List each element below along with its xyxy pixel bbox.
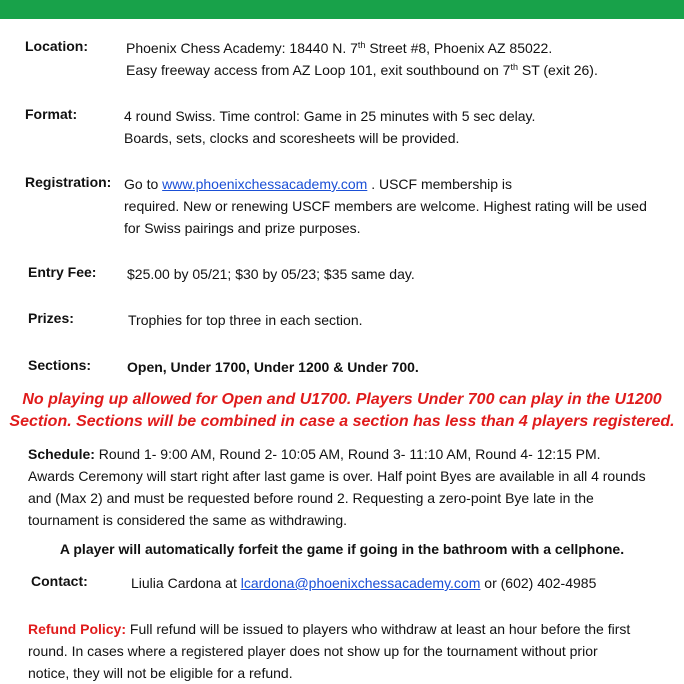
schedule-line-4: tournament is considered the same as withdrawing. xyxy=(28,512,348,528)
website-link[interactable]: www.phoenixchessacademy.com xyxy=(162,176,368,192)
cellphone-forfeit-notice: A player will automatically forfeit the game if going in the bathroom with a cellphone. xyxy=(59,541,625,557)
schedule-line-2: Awards Ceremony will start right after last game is over. Half point Byes are available in all 4 rounds xyxy=(28,468,646,484)
location-line-2: Easy freeway access from AZ Loop 101, exit southbound on 7th ST (exit 26). xyxy=(126,62,598,78)
entry-fee-text: $25.00 by 05/21; $30 by 05/23; $35 same day. xyxy=(127,266,415,282)
format-line-1: 4 round Swiss. Time control: Game in 25 minutes with 5 sec delay. xyxy=(124,108,536,124)
prizes-text: Trophies for top three in each section. xyxy=(128,312,363,328)
location-text xyxy=(126,37,598,81)
contact-email-link[interactable]: lcardona@phoenixchessacademy.com xyxy=(240,575,481,591)
notice-line-1: No playing up allowed for Open and U1700. Players Under 700 can play in the U1200 xyxy=(22,391,662,408)
schedule-paragraph xyxy=(28,443,678,531)
format-text xyxy=(124,105,535,149)
registration-line-3: for Swiss pairings and prize purposes. xyxy=(124,220,361,236)
registration-line-1: Go to www.phoenixchessacademy.com . USCF membership is xyxy=(124,176,513,192)
refund-label: Refund Policy: xyxy=(28,621,127,637)
registration-line-2: required. New or renewing USCF members are welcome. Highest rating will be used xyxy=(124,198,647,214)
registration-text xyxy=(124,173,647,239)
contact-label: Contact: xyxy=(31,573,88,589)
sections-text: Open, Under 1700, Under 1200 & Under 700. xyxy=(127,359,419,375)
format-line-2: Boards, sets, clocks and scoresheets will be provided. xyxy=(124,130,460,146)
location-line-1: Phoenix Chess Academy: 18440 N. 7th Street #8, Phoenix AZ 85022. xyxy=(126,40,553,56)
refund-line-2: round. In cases where a registered player does not show up for the tournament without prior xyxy=(28,643,598,659)
refund-paragraph xyxy=(28,618,678,684)
schedule-line-3: and (Max 2) and must be requested before round 2. Requesting a zero-point Bye late in the xyxy=(28,490,594,506)
format-label: Format: xyxy=(25,106,78,122)
notice-line-2: Section. Sections will be combined in case a section has less than 4 players registered. xyxy=(9,413,675,430)
header-bar xyxy=(0,0,684,19)
location-label: Location: xyxy=(25,38,88,54)
no-playing-up-notice xyxy=(0,389,684,433)
entry-fee-label: Entry Fee: xyxy=(28,264,97,280)
sections-label: Sections: xyxy=(28,357,92,373)
refund-line-1: Refund Policy: Full refund will be issued to players who withdraw at least an hour before the first xyxy=(28,621,631,637)
registration-label: Registration: xyxy=(25,174,112,190)
contact-text: Liulia Cardona at lcardona@phoenixchessacademy.com or (602) 402-4985 xyxy=(131,575,597,591)
schedule-line-1: Schedule: Round 1- 9:00 AM, Round 2- 10:05 AM, Round 3- 11:10 AM, Round 4- 12:15 PM. xyxy=(28,446,601,462)
schedule-label: Schedule: xyxy=(28,446,95,462)
refund-line-3: notice, they will not be eligible for a refund. xyxy=(28,665,293,681)
prizes-label: Prizes: xyxy=(28,310,74,326)
